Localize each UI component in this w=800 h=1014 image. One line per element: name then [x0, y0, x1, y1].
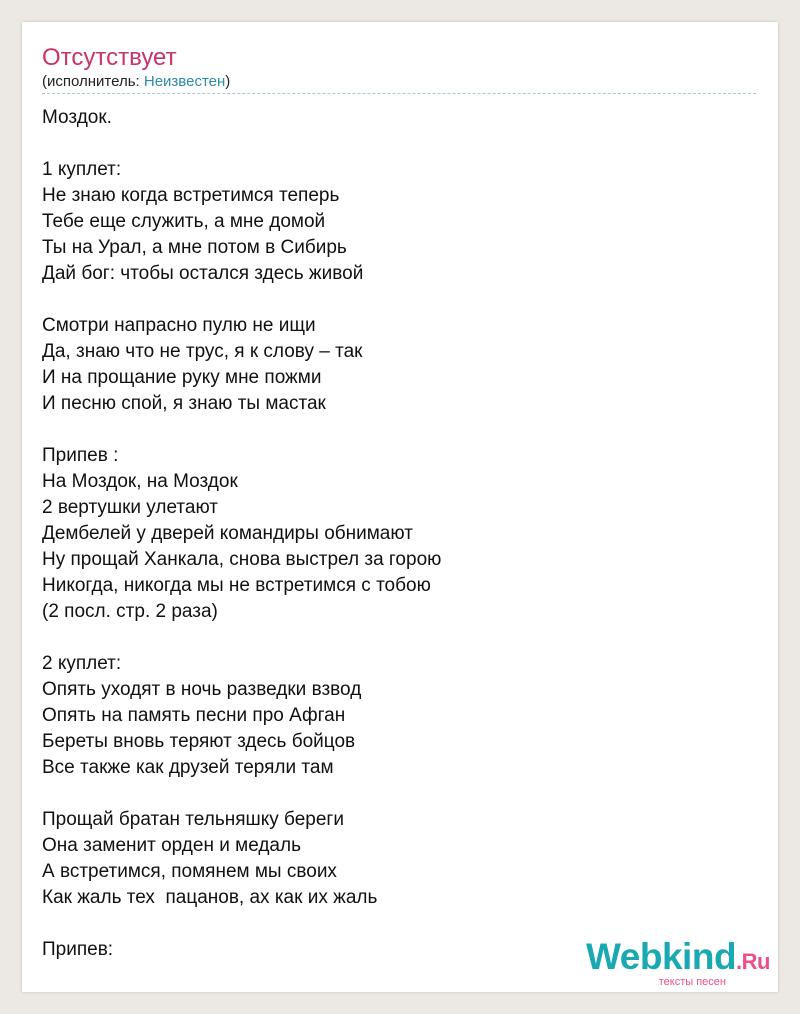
lyrics-blank-line — [42, 781, 441, 807]
artist-suffix: ) — [225, 73, 231, 90]
lyrics-blank-line — [42, 911, 441, 937]
lyrics-line: Все также как друзей теряли там — [42, 757, 334, 778]
artist-line — [42, 73, 230, 91]
lyrics-line: Как жаль тех пацанов, ах как их жаль — [42, 887, 378, 908]
lyrics-line: Прощай братан тельняшку береги — [42, 809, 344, 830]
logo-wordmark — [586, 936, 770, 980]
lyrics-blank-line — [42, 131, 441, 157]
artist-link[interactable]: Неизвестен — [143, 73, 226, 90]
lyrics-line: А встретимся, помянем мы своих — [42, 861, 337, 882]
lyrics-line: (2 посл. стр. 2 раза) — [42, 601, 218, 622]
song-title: Отсутствует — [42, 44, 177, 71]
site-logo[interactable] — [586, 936, 770, 988]
lyrics-blank-line — [42, 625, 441, 651]
lyrics-blank-line — [42, 417, 441, 443]
artist-prefix: (исполнитель: — [42, 73, 144, 90]
lyrics-text — [42, 105, 441, 963]
lyrics-line: 1 куплет: — [42, 159, 122, 180]
header-divider — [42, 93, 756, 94]
lyrics-sheet — [22, 22, 778, 992]
lyrics-line: Припев: — [42, 939, 114, 960]
lyrics-line: Дембелей у дверей командиры обнимают — [42, 523, 413, 544]
logo-name: Webkind — [586, 936, 737, 977]
logo-tagline: тексты песен — [658, 976, 726, 988]
lyrics-line: 2 куплет: — [42, 653, 122, 674]
lyrics-line: Ты на Урал, а мне потом в Сибирь — [42, 237, 347, 258]
lyrics-line: Смотри напрасно пулю не ищи — [42, 315, 316, 336]
lyrics-line: И песню спой, я знаю ты мастак — [42, 393, 326, 414]
lyrics-line: И на прощание руку мне пожми — [42, 367, 322, 388]
lyrics-line: Никогда, никогда мы не встретимся с тобою — [42, 575, 431, 596]
lyrics-line: Тебе еще служить, а мне домой — [42, 211, 326, 232]
lyrics-line: Не знаю когда встретимся теперь — [42, 185, 340, 206]
lyrics-line: 2 вертушки улетают — [42, 497, 219, 518]
lyrics-line: Опять уходят в ночь разведки взвод — [42, 679, 362, 700]
lyrics-line: Дай бог: чтобы остался здесь живой — [42, 263, 364, 284]
lyrics-line: Она заменит орден и медаль — [42, 835, 301, 856]
lyrics-line: Береты вновь теряют здесь бойцов — [42, 731, 356, 752]
lyrics-line: Да, знаю что не трус, я к слову – так — [42, 341, 363, 362]
lyrics-line: Припев : — [42, 445, 119, 466]
logo-tld: .Ru — [736, 949, 770, 974]
lyrics-line: Моздок. — [42, 107, 112, 128]
lyrics-line: Ну прощай Ханкала, снова выстрел за горою — [42, 549, 442, 570]
lyrics-blank-line — [42, 287, 441, 313]
lyrics-line: На Моздок, на Моздок — [42, 471, 238, 492]
lyrics-line: Опять на память песни про Афган — [42, 705, 346, 726]
